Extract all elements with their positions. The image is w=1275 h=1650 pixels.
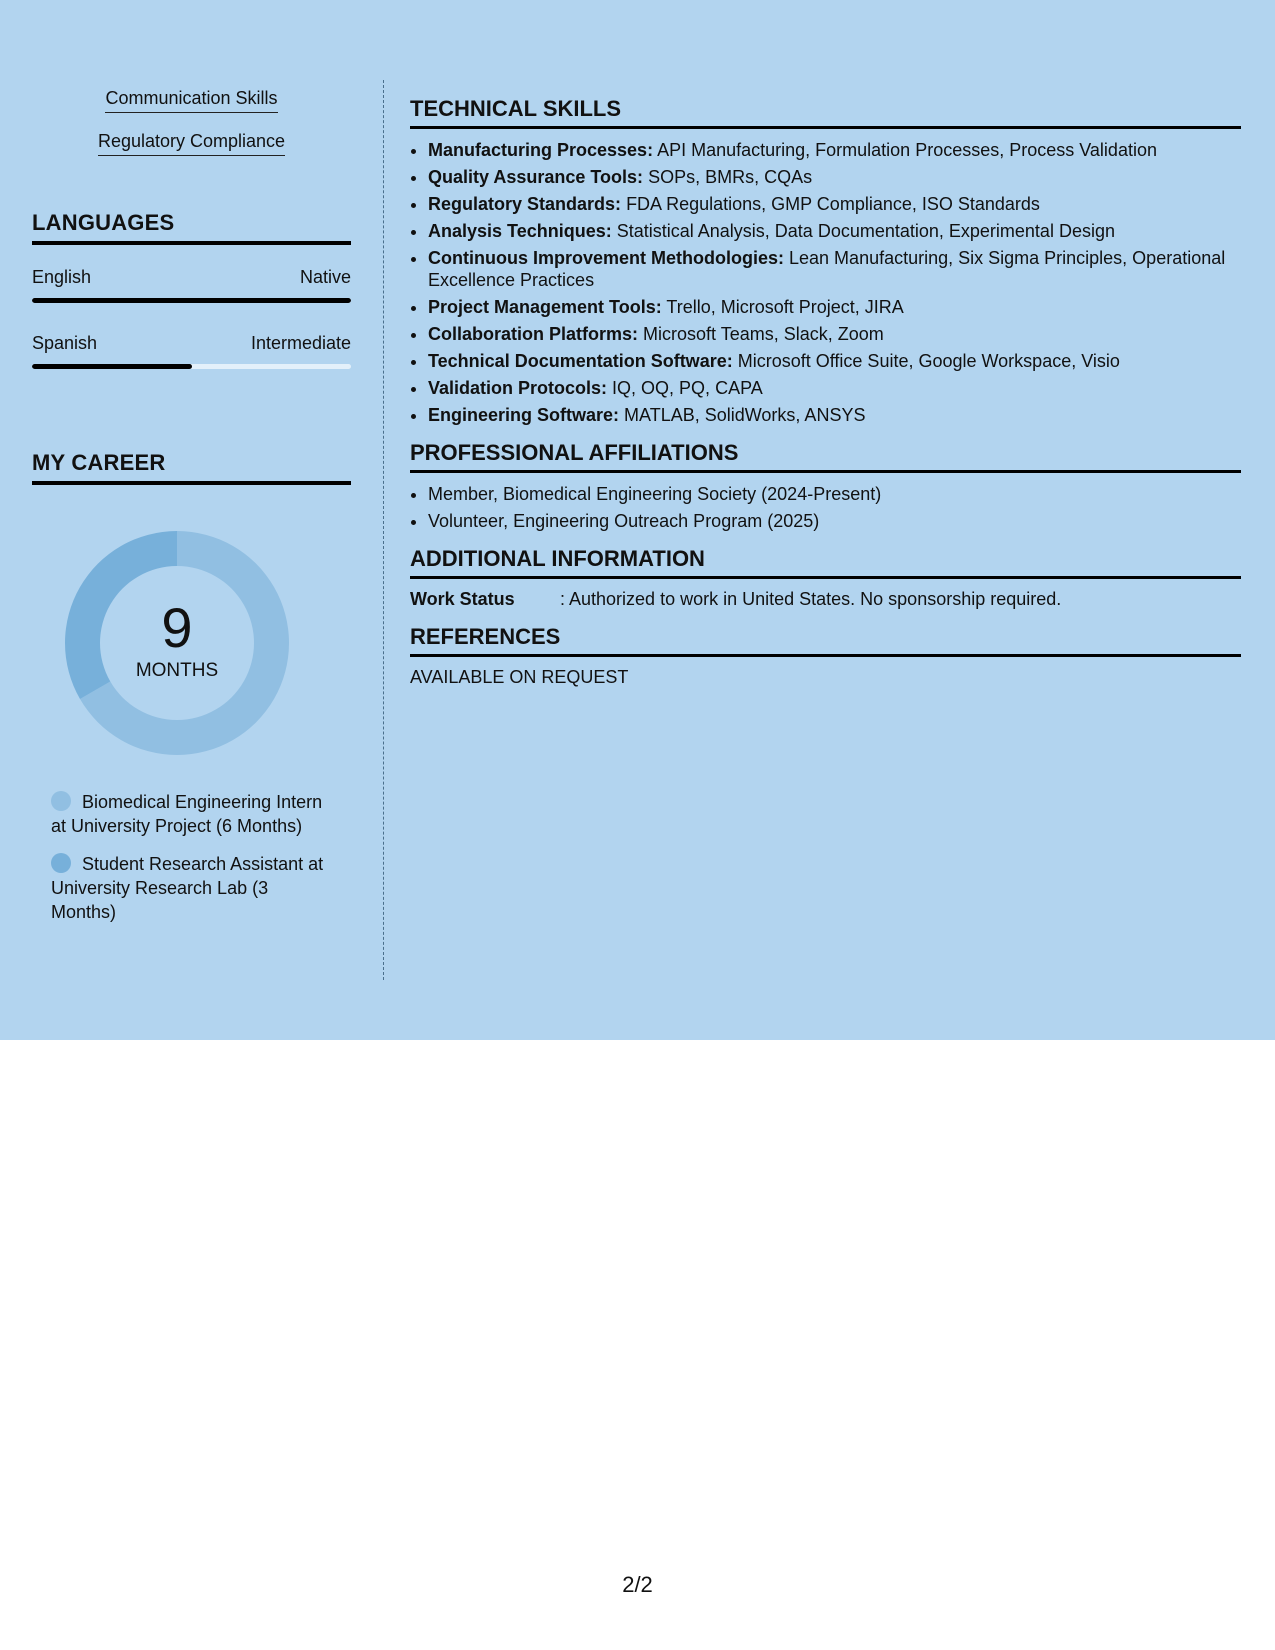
language-level: Native — [299, 267, 351, 287]
references-text: AVAILABLE ON REQUEST — [410, 667, 629, 687]
skill-item: • Continuous Improvement Methodologies: Lean Manufacturing, Six Sigma Principles, Operational Excellence Practices — [428, 247, 1241, 291]
language-row-spanish — [32, 333, 351, 354]
languages-heading: LANGUAGES — [32, 210, 351, 245]
references-heading: REFERENCES — [410, 624, 1241, 657]
affiliation-item: • Volunteer, Engineering Outreach Program (2025) — [428, 510, 1241, 532]
work-status-row — [410, 589, 1241, 610]
skill-item: • Analysis Techniques: Statistical Analysis, Data Documentation, Experimental Design — [428, 220, 1241, 242]
language-bar-fill — [32, 364, 192, 369]
legend-item-internship — [51, 790, 331, 838]
language-row-english — [32, 267, 351, 288]
legend-item-research-assistant — [51, 852, 331, 924]
language-name: Spanish — [32, 333, 98, 353]
skill-item: • Manufacturing Processes: API Manufacturing, Formulation Processes, Process Validation — [428, 139, 1241, 161]
skill-item: • Engineering Software: MATLAB, SolidWorks, ANSYS — [428, 404, 1241, 426]
donut-center — [64, 530, 290, 756]
skill-item: • Regulatory Standards: FDA Regulations, GMP Compliance, ISO Standards — [428, 193, 1241, 215]
affiliation-item: • Member, Biomedical Engineering Society (2024-Present) — [428, 483, 1241, 505]
career-total-value: 9 — [161, 596, 193, 659]
technical-skills-heading: TECHNICAL SKILLS — [410, 96, 1241, 129]
language-level: Intermediate — [250, 333, 351, 353]
column-divider — [383, 80, 384, 980]
skill-link-regulatory[interactable]: Regulatory Compliance — [98, 131, 285, 156]
references-section — [410, 624, 1241, 688]
career-total-unit: MONTHS — [135, 660, 219, 681]
language-name: English — [32, 267, 92, 287]
technical-skills-list — [410, 139, 1241, 426]
skill-item: • Validation Protocols: IQ, OQ, PQ, CAPA — [428, 377, 1241, 399]
legend-dot — [51, 791, 71, 811]
affiliations-list — [410, 483, 1241, 532]
languages-section — [32, 210, 351, 369]
affiliations-section — [410, 440, 1241, 532]
technical-skills-section — [410, 96, 1241, 426]
work-status-value: : Authorized to work in United States. No sponsorship required. — [560, 589, 1062, 609]
additional-info-heading: ADDITIONAL INFORMATION — [410, 546, 1241, 579]
legend-label: Student Research Assistant at University Research Lab (3 Months) — [51, 854, 324, 922]
skill-links — [32, 88, 351, 174]
language-bar-fill — [32, 298, 351, 303]
language-bar-spanish — [32, 364, 351, 369]
career-heading: MY CAREER — [32, 450, 351, 485]
skill-item: • Collaboration Platforms: Microsoft Teams, Slack, Zoom — [428, 323, 1241, 345]
skill-item: • Technical Documentation Software: Microsoft Office Suite, Google Workspace, Visio — [428, 350, 1241, 372]
career-section — [32, 450, 351, 922]
legend-dot — [51, 853, 71, 873]
language-bar-english — [32, 298, 351, 303]
career-legend — [51, 790, 331, 938]
page-number: 2/2 — [622, 1572, 653, 1597]
skill-link-communication[interactable]: Communication Skills — [105, 88, 277, 113]
skill-item: • Quality Assurance Tools: SOPs, BMRs, CQAs — [428, 166, 1241, 188]
affiliations-heading: PROFESSIONAL AFFILIATIONS — [410, 440, 1241, 473]
legend-label: Biomedical Engineering Intern at University Project (6 Months) — [51, 792, 323, 836]
right-column — [410, 96, 1241, 702]
additional-info-section — [410, 546, 1241, 610]
career-donut-chart — [64, 530, 290, 756]
skill-item: • Project Management Tools: Trello, Microsoft Project, JIRA — [428, 296, 1241, 318]
work-status-label: Work Status — [410, 589, 515, 609]
